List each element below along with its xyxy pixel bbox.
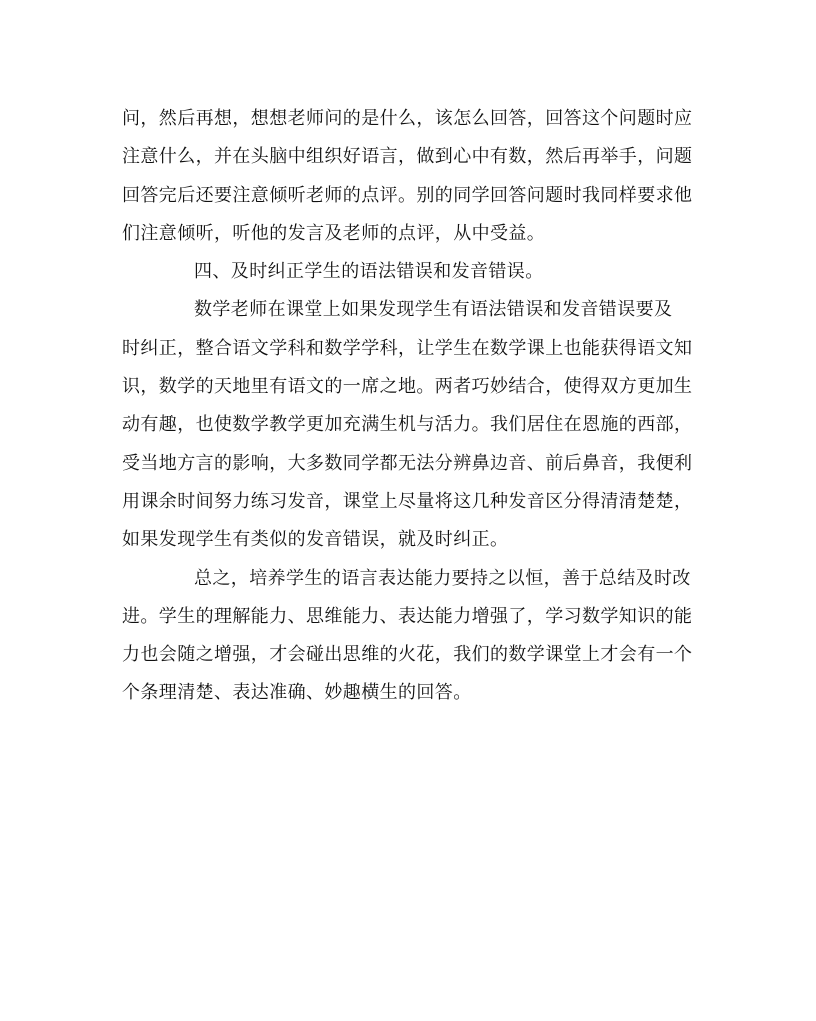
text-line: 进。学生的理解能力、思维能力、表达能力增强了，学习数学知识的能: [122, 605, 693, 627]
text-line: 们注意倾听，听他的发言及老师的点评，从中受益。: [122, 222, 546, 244]
text-line: 数学老师在课堂上如果发现学生有语法错误和发音错误要及: [194, 299, 673, 321]
text-line: 动有趣，也使数学教学更加充满生机与活力。我们居住在恩施的西部，: [122, 414, 693, 436]
document-body: [122, 100, 706, 713]
text-line: 回答完后还要注意倾听老师的点评。别的同学回答问题时我同样要求他: [122, 184, 693, 206]
text-line: 如果发现学生有类似的发音错误，就及时纠正。: [122, 529, 509, 551]
paragraph-continuation: [122, 100, 706, 253]
section-heading-4: [122, 253, 706, 291]
text-line: 注意什么，并在头脑中组织好语言，做到心中有数，然后再举手，问题: [122, 146, 693, 168]
text-line: 力也会随之增强，才会碰出思维的火花，我们的数学课堂上才会有一个: [122, 644, 693, 666]
text-line: 个条理清楚、表达准确、妙趣横生的回答。: [122, 682, 472, 704]
text-line: 时纠正，整合语文学科和数学学科，让学生在数学课上也能获得语文知: [122, 337, 693, 359]
paragraph-correction: [122, 291, 706, 559]
text-line: 受当地方言的影响，大多数同学都无法分辨鼻边音、前后鼻音，我便利: [122, 452, 693, 474]
text-line: 总之，培养学生的语言表达能力要持之以恒，善于总结及时改: [194, 567, 691, 589]
heading-line: 四、及时纠正学生的语法错误和发音错误。: [194, 261, 544, 283]
text-line: 用课余时间努力练习发音，课堂上尽量将这几种发音区分得清清楚楚，: [122, 490, 693, 512]
paragraph-conclusion: [122, 560, 706, 713]
text-line: 问，然后再想，想想老师问的是什么，该怎么回答，回答这个问题时应: [122, 108, 693, 129]
text-line: 识，数学的天地里有语文的一席之地。两者巧妙结合，使得双方更加生: [122, 376, 693, 398]
